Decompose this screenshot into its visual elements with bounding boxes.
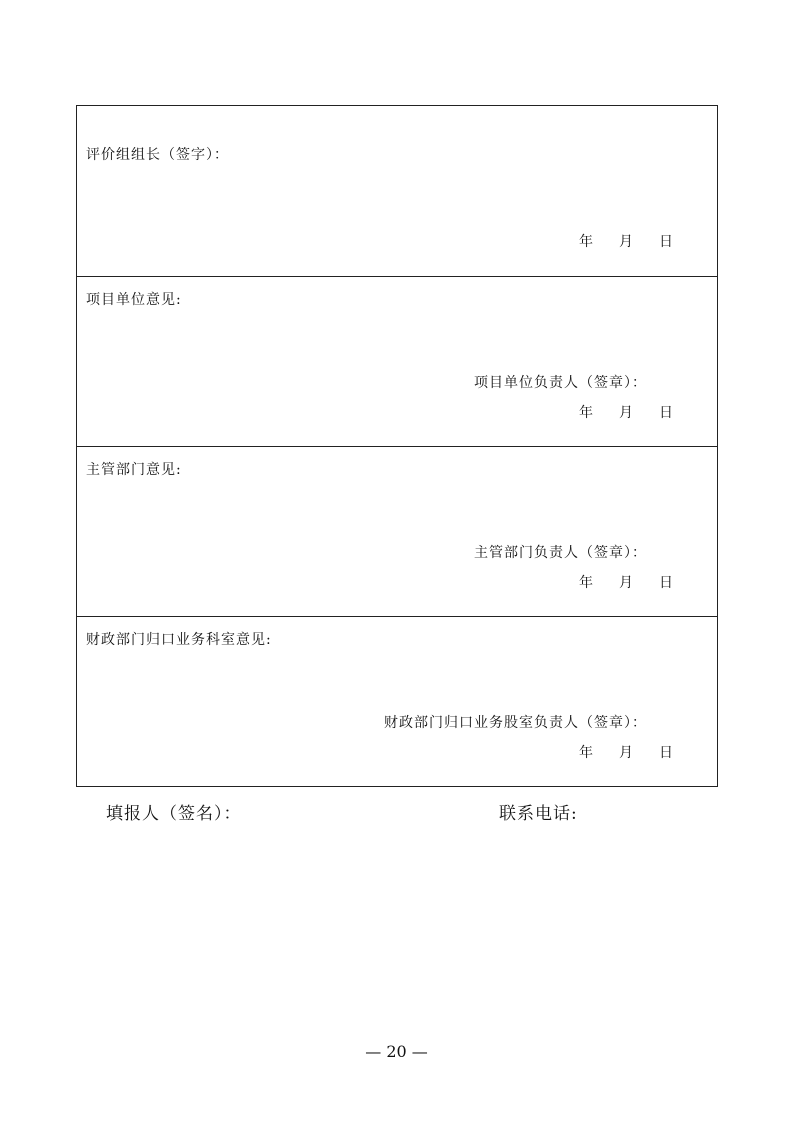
date-day: 日 bbox=[659, 234, 673, 250]
filler-signature-label: 填报人（签名）： bbox=[106, 804, 242, 824]
supervising-department-opinion-label: 主管部门意见: bbox=[86, 462, 182, 478]
date-day: 日 bbox=[659, 575, 673, 591]
contact-phone-label: 联系电话: bbox=[499, 804, 578, 824]
project-unit-opinion-label: 项目单位意见: bbox=[86, 292, 182, 308]
finance-office-opinion-label: 财政部门归口业务科室意见: bbox=[86, 632, 272, 648]
project-unit-date bbox=[579, 402, 673, 422]
date-month: 月 bbox=[619, 234, 633, 250]
page-number: — 20 — bbox=[365, 1042, 428, 1061]
date-month: 月 bbox=[619, 575, 633, 591]
date-day: 日 bbox=[659, 405, 673, 421]
evaluation-leader-date bbox=[579, 231, 673, 251]
date-year: 年 bbox=[579, 405, 593, 421]
date-year: 年 bbox=[579, 745, 593, 761]
section-supervising-department bbox=[77, 446, 717, 616]
date-year: 年 bbox=[579, 575, 593, 591]
finance-office-signer-label: 财政部门归口业务股室负责人（签章）： bbox=[384, 715, 647, 731]
supervising-department-signer-label: 主管部门负责人（签章）： bbox=[474, 545, 647, 561]
finance-office-date bbox=[579, 742, 673, 762]
evaluation-leader-label: 评价组组长（签字）： bbox=[86, 147, 229, 163]
date-month: 月 bbox=[619, 405, 633, 421]
section-finance-office bbox=[77, 616, 717, 787]
opinion-form-table bbox=[76, 105, 718, 787]
section-evaluation-leader bbox=[77, 106, 717, 276]
section-project-unit bbox=[77, 276, 717, 446]
date-year: 年 bbox=[579, 234, 593, 250]
project-unit-signer-label: 项目单位负责人（签章）： bbox=[474, 375, 647, 391]
date-month: 月 bbox=[619, 745, 633, 761]
supervising-department-date bbox=[579, 572, 673, 592]
date-day: 日 bbox=[659, 745, 673, 761]
